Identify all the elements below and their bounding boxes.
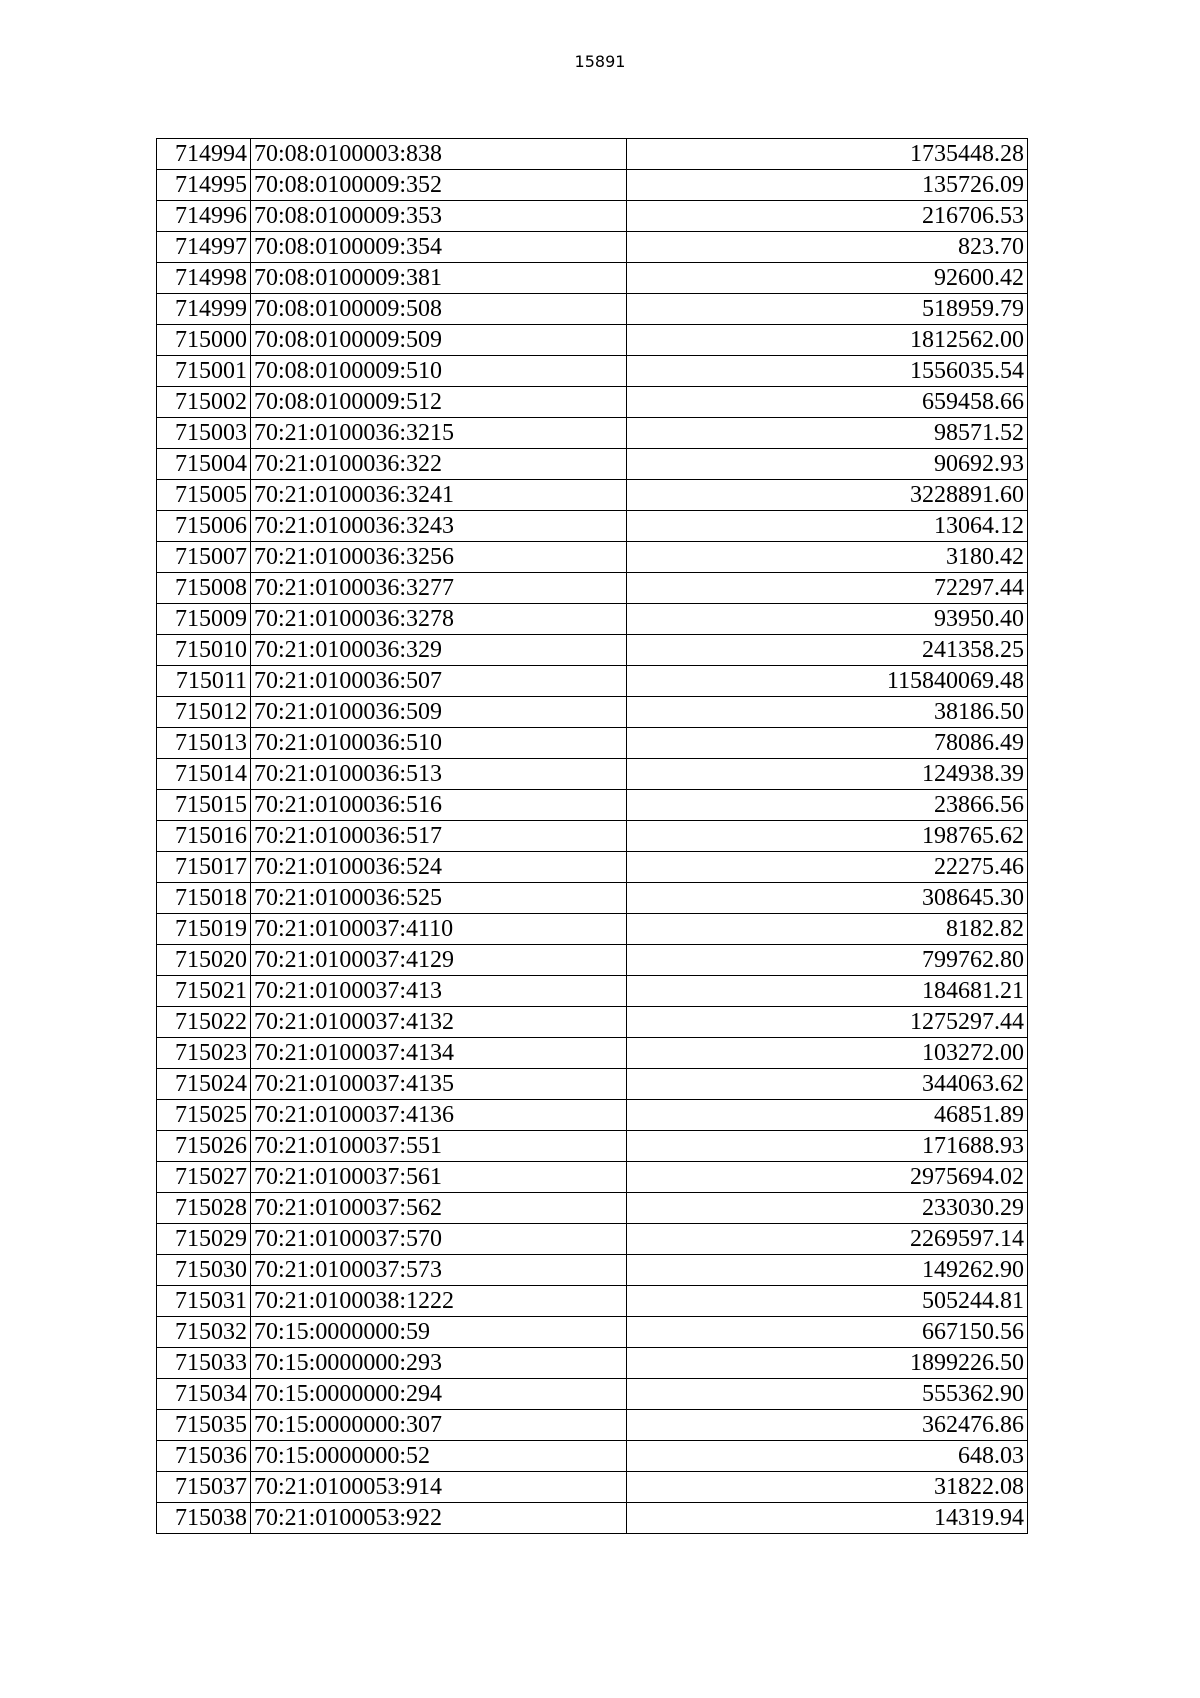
table-row: [157, 883, 1028, 914]
row-number-cell: 715032: [157, 1317, 251, 1348]
table-row: [157, 1162, 1028, 1193]
cadastral-number-cell: 70:21:0100036:3243: [251, 511, 627, 542]
row-number-cell: 715034: [157, 1379, 251, 1410]
value-cell: 1275297.44: [627, 1007, 1028, 1038]
row-number-cell: 715030: [157, 1255, 251, 1286]
row-number-cell: 715027: [157, 1162, 251, 1193]
row-number-cell: 715031: [157, 1286, 251, 1317]
row-number-cell: 715028: [157, 1193, 251, 1224]
value-cell: 216706.53: [627, 201, 1028, 232]
row-number-cell: 715014: [157, 759, 251, 790]
value-cell: 31822.08: [627, 1472, 1028, 1503]
table-row: [157, 480, 1028, 511]
row-number-cell: 715022: [157, 1007, 251, 1038]
table-row: [157, 170, 1028, 201]
table-row: [157, 1286, 1028, 1317]
row-number-cell: 715008: [157, 573, 251, 604]
table-row: [157, 635, 1028, 666]
cadastral-number-cell: 70:21:0100037:551: [251, 1131, 627, 1162]
cadastral-number-cell: 70:08:0100009:508: [251, 294, 627, 325]
row-number-cell: 715013: [157, 728, 251, 759]
cadastral-number-cell: 70:21:0100036:525: [251, 883, 627, 914]
row-number-cell: 715000: [157, 325, 251, 356]
table-row: [157, 1503, 1028, 1534]
value-cell: 184681.21: [627, 976, 1028, 1007]
row-number-cell: 715025: [157, 1100, 251, 1131]
cadastral-number-cell: 70:21:0100036:510: [251, 728, 627, 759]
row-number-cell: 715001: [157, 356, 251, 387]
cadastral-number-cell: 70:08:0100009:381: [251, 263, 627, 294]
table-row: [157, 356, 1028, 387]
table-row: [157, 201, 1028, 232]
value-cell: 1735448.28: [627, 139, 1028, 170]
cadastral-number-cell: 70:21:0100036:3278: [251, 604, 627, 635]
value-cell: 2975694.02: [627, 1162, 1028, 1193]
cadastral-number-cell: 70:21:0100053:922: [251, 1503, 627, 1534]
table-row: [157, 1317, 1028, 1348]
value-cell: 3228891.60: [627, 480, 1028, 511]
value-cell: 555362.90: [627, 1379, 1028, 1410]
row-number-cell: 715010: [157, 635, 251, 666]
table-row: [157, 1379, 1028, 1410]
table-row: [157, 232, 1028, 263]
cadastral-number-cell: 70:21:0100037:570: [251, 1224, 627, 1255]
table-row: [157, 1038, 1028, 1069]
table-row: [157, 790, 1028, 821]
cadastral-number-cell: 70:21:0100036:517: [251, 821, 627, 852]
cadastral-number-cell: 70:21:0100037:561: [251, 1162, 627, 1193]
cadastral-number-cell: 70:21:0100037:4134: [251, 1038, 627, 1069]
row-number-cell: 715023: [157, 1038, 251, 1069]
value-cell: 505244.81: [627, 1286, 1028, 1317]
value-cell: 13064.12: [627, 511, 1028, 542]
row-number-cell: 715015: [157, 790, 251, 821]
cadastral-number-cell: 70:21:0100038:1222: [251, 1286, 627, 1317]
table-row: [157, 511, 1028, 542]
table-row: [157, 294, 1028, 325]
value-cell: 78086.49: [627, 728, 1028, 759]
row-number-cell: 715037: [157, 1472, 251, 1503]
cadastral-number-cell: 70:21:0100036:329: [251, 635, 627, 666]
row-number-cell: 714996: [157, 201, 251, 232]
value-cell: 149262.90: [627, 1255, 1028, 1286]
row-number-cell: 715009: [157, 604, 251, 635]
value-cell: 1812562.00: [627, 325, 1028, 356]
cadastral-number-cell: 70:21:0100036:3277: [251, 573, 627, 604]
value-cell: 2269597.14: [627, 1224, 1028, 1255]
value-cell: 8182.82: [627, 914, 1028, 945]
cadastral-number-cell: 70:21:0100036:322: [251, 449, 627, 480]
table-row: [157, 976, 1028, 1007]
row-number-cell: 715002: [157, 387, 251, 418]
cadastral-number-cell: 70:21:0100037:573: [251, 1255, 627, 1286]
table-row: [157, 945, 1028, 976]
value-cell: 823.70: [627, 232, 1028, 263]
table-row: [157, 1255, 1028, 1286]
table-row: [157, 387, 1028, 418]
row-number-cell: 715036: [157, 1441, 251, 1472]
cadastral-number-cell: 70:21:0100036:513: [251, 759, 627, 790]
row-number-cell: 715019: [157, 914, 251, 945]
value-cell: 124938.39: [627, 759, 1028, 790]
row-number-cell: 715012: [157, 697, 251, 728]
row-number-cell: 715011: [157, 666, 251, 697]
table-row: [157, 914, 1028, 945]
value-cell: 93950.40: [627, 604, 1028, 635]
row-number-cell: 714999: [157, 294, 251, 325]
table-row: [157, 1007, 1028, 1038]
value-cell: 3180.42: [627, 542, 1028, 573]
table-row: [157, 697, 1028, 728]
row-number-cell: 715006: [157, 511, 251, 542]
cadastral-number-cell: 70:21:0100036:507: [251, 666, 627, 697]
cadastral-number-cell: 70:21:0100037:562: [251, 1193, 627, 1224]
table-row: [157, 542, 1028, 573]
row-number-cell: 715003: [157, 418, 251, 449]
value-cell: 115840069.48: [627, 666, 1028, 697]
value-cell: 38186.50: [627, 697, 1028, 728]
value-cell: 198765.62: [627, 821, 1028, 852]
row-number-cell: 714995: [157, 170, 251, 201]
row-number-cell: 715004: [157, 449, 251, 480]
row-number-cell: 715026: [157, 1131, 251, 1162]
cadastral-number-cell: 70:21:0100036:3241: [251, 480, 627, 511]
cadastral-number-cell: 70:15:0000000:307: [251, 1410, 627, 1441]
table-row: [157, 1224, 1028, 1255]
value-cell: 171688.93: [627, 1131, 1028, 1162]
row-number-cell: 715029: [157, 1224, 251, 1255]
cadastral-number-cell: 70:08:0100003:838: [251, 139, 627, 170]
table-row: [157, 1131, 1028, 1162]
value-cell: 308645.30: [627, 883, 1028, 914]
cadastral-number-cell: 70:21:0100037:413: [251, 976, 627, 1007]
cadastral-number-cell: 70:21:0100037:4132: [251, 1007, 627, 1038]
row-number-cell: 715024: [157, 1069, 251, 1100]
table-row: [157, 821, 1028, 852]
table-row: [157, 263, 1028, 294]
value-cell: 135726.09: [627, 170, 1028, 201]
value-cell: 90692.93: [627, 449, 1028, 480]
table-row: [157, 852, 1028, 883]
value-cell: 103272.00: [627, 1038, 1028, 1069]
value-cell: 46851.89: [627, 1100, 1028, 1131]
cadastral-number-cell: 70:21:0100053:914: [251, 1472, 627, 1503]
value-cell: 1556035.54: [627, 356, 1028, 387]
table-row: [157, 666, 1028, 697]
cadastral-number-cell: 70:15:0000000:59: [251, 1317, 627, 1348]
value-cell: 648.03: [627, 1441, 1028, 1472]
cadastral-value-table: [156, 138, 1028, 1534]
table-row: [157, 1193, 1028, 1224]
row-number-cell: 715033: [157, 1348, 251, 1379]
table-row: [157, 418, 1028, 449]
row-number-cell: 715021: [157, 976, 251, 1007]
table-row: [157, 728, 1028, 759]
value-cell: 799762.80: [627, 945, 1028, 976]
row-number-cell: 715005: [157, 480, 251, 511]
cadastral-number-cell: 70:15:0000000:52: [251, 1441, 627, 1472]
table-row: [157, 1410, 1028, 1441]
value-cell: 362476.86: [627, 1410, 1028, 1441]
table-body: [157, 139, 1028, 1534]
cadastral-number-cell: 70:08:0100009:510: [251, 356, 627, 387]
table-row: [157, 573, 1028, 604]
value-cell: 72297.44: [627, 573, 1028, 604]
row-number-cell: 715020: [157, 945, 251, 976]
table-row: [157, 1348, 1028, 1379]
row-number-cell: 714998: [157, 263, 251, 294]
cadastral-number-cell: 70:21:0100036:509: [251, 697, 627, 728]
value-cell: 518959.79: [627, 294, 1028, 325]
cadastral-number-cell: 70:15:0000000:293: [251, 1348, 627, 1379]
table-row: [157, 1100, 1028, 1131]
value-cell: 1899226.50: [627, 1348, 1028, 1379]
page-number: 15891: [574, 52, 626, 71]
table-row: [157, 325, 1028, 356]
cadastral-number-cell: 70:15:0000000:294: [251, 1379, 627, 1410]
row-number-cell: 715035: [157, 1410, 251, 1441]
table-row: [157, 1441, 1028, 1472]
cadastral-number-cell: 70:21:0100036:3256: [251, 542, 627, 573]
value-cell: 98571.52: [627, 418, 1028, 449]
cadastral-number-cell: 70:21:0100037:4135: [251, 1069, 627, 1100]
cadastral-number-cell: 70:21:0100037:4136: [251, 1100, 627, 1131]
cadastral-number-cell: 70:08:0100009:509: [251, 325, 627, 356]
cadastral-number-cell: 70:08:0100009:354: [251, 232, 627, 263]
value-cell: 344063.62: [627, 1069, 1028, 1100]
cadastral-number-cell: 70:21:0100036:516: [251, 790, 627, 821]
row-number-cell: 715018: [157, 883, 251, 914]
cadastral-number-cell: 70:08:0100009:352: [251, 170, 627, 201]
row-number-cell: 715007: [157, 542, 251, 573]
cadastral-number-cell: 70:21:0100037:4129: [251, 945, 627, 976]
cadastral-number-cell: 70:08:0100009:512: [251, 387, 627, 418]
value-cell: 22275.46: [627, 852, 1028, 883]
cadastral-number-cell: 70:21:0100037:4110: [251, 914, 627, 945]
value-cell: 14319.94: [627, 1503, 1028, 1534]
table-row: [157, 759, 1028, 790]
row-number-cell: 715038: [157, 1503, 251, 1534]
row-number-cell: 715017: [157, 852, 251, 883]
row-number-cell: 714994: [157, 139, 251, 170]
cadastral-number-cell: 70:21:0100036:524: [251, 852, 627, 883]
table-row: [157, 1472, 1028, 1503]
value-cell: 241358.25: [627, 635, 1028, 666]
row-number-cell: 715016: [157, 821, 251, 852]
value-cell: 667150.56: [627, 1317, 1028, 1348]
table-row: [157, 1069, 1028, 1100]
value-cell: 233030.29: [627, 1193, 1028, 1224]
value-cell: 23866.56: [627, 790, 1028, 821]
table-row: [157, 604, 1028, 635]
cadastral-number-cell: 70:21:0100036:3215: [251, 418, 627, 449]
table-row: [157, 449, 1028, 480]
table-row: [157, 139, 1028, 170]
value-cell: 92600.42: [627, 263, 1028, 294]
cadastral-number-cell: 70:08:0100009:353: [251, 201, 627, 232]
value-cell: 659458.66: [627, 387, 1028, 418]
row-number-cell: 714997: [157, 232, 251, 263]
